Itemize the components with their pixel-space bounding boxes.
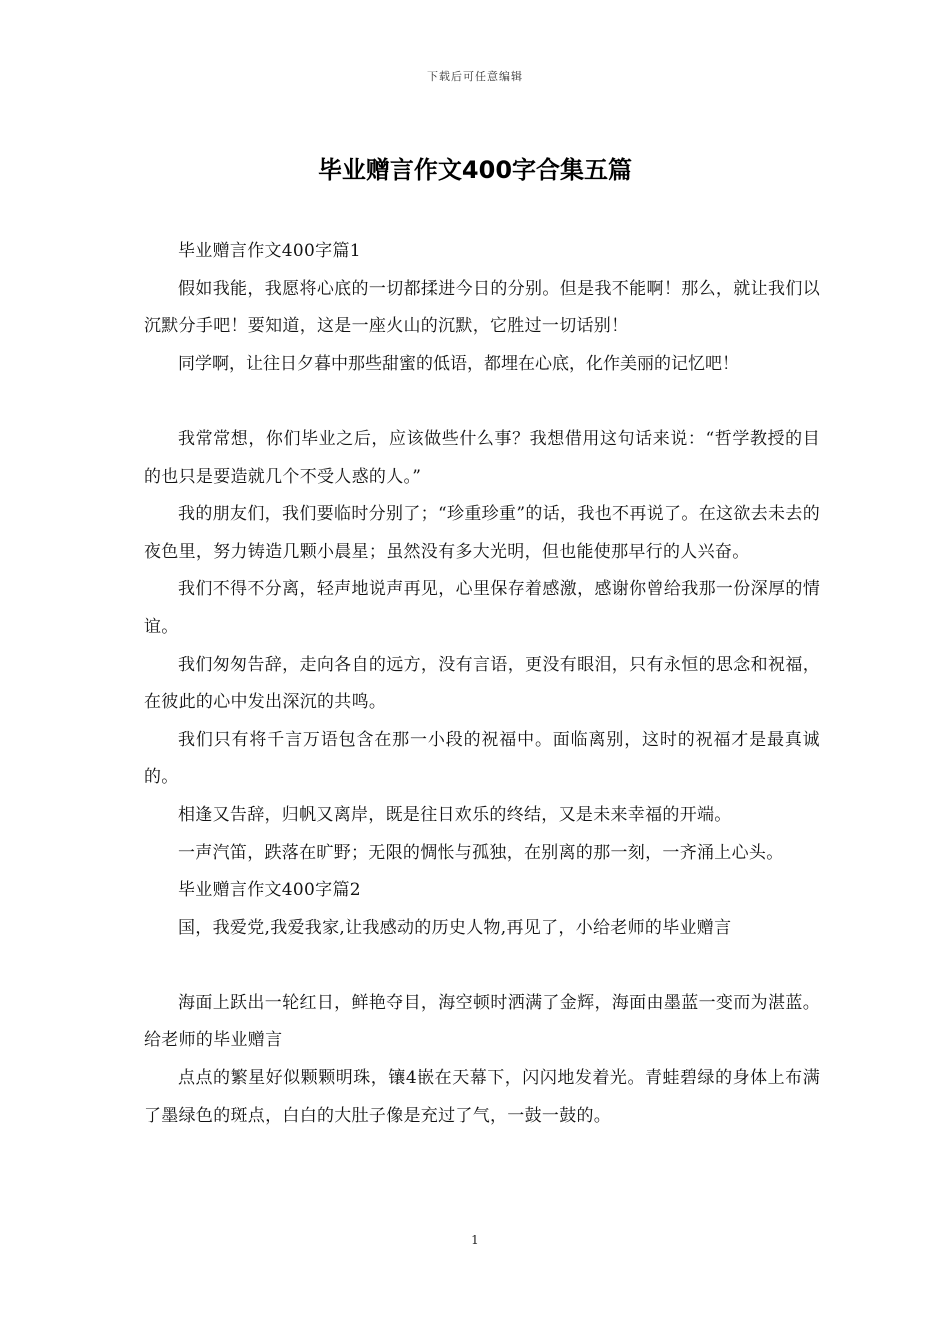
paragraph: 同学啊，让往日夕暮中那些甜蜜的低语，都埋在心底，化作美丽的记忆吧！ [178,353,739,374]
document-body [144,233,820,1135]
page-number: 1 [471,1233,479,1247]
paragraph: 国，我爱党,我爱我家,让我感动的历史人物,再见了，小给老师的毕业赠言 [178,917,732,938]
document-title: 毕业赠言作文400字合集五篇 [317,156,633,184]
paragraph: 我常常想，你们毕业之后，应该做些什么事？我想借用这句话来说：“哲学教授的目的也只是要造就几个不受人惑的人。” [144,428,820,487]
header-note: 下载后可任意编辑 [427,70,523,83]
paragraph: 相逢又告辞，归帆又离岸，既是往日欢乐的终结，又是未来幸福的开端。 [178,804,732,825]
blank-line [144,947,820,985]
paragraph: 我的朋友们，我们要临时分别了；“珍重珍重”的话，我也不再说了。在这欲去未去的夜色里，努力铸造几颗小晨星；虽然没有多大光明，但也能使那早行的人兴奋。 [144,504,820,562]
paragraph: 我们只有将千言万语包含在那一小段的祝福中。面临离别，这时的祝福才是最真诚的。 [144,729,820,788]
paragraph: 我们匆匆告辞，走向各自的远方，没有言语，更没有眼泪，只有永恒的思念和祝福，在彼此的心中发出深沉的共鸣。 [144,654,820,713]
paragraph: 我们不得不分离，轻声地说声再见，心里保存着感激，感谢你曾给我那一份深厚的情谊。 [144,579,820,637]
paragraph: 点点的繁星好似颗颗明珠，镶4嵌在天幕下，闪闪地发着光。青蛙碧绿的身体上布满了墨绿色的斑点，白白的大肚子像是充过了气，一鼓一鼓的。 [144,1068,820,1126]
paragraph: 海面上跃出一轮红日，鲜艳夺目，海空顿时洒满了金辉，海面由墨蓝一变而为湛蓝。给老师的毕业赠言 [144,992,820,1051]
section-heading-1: 毕业赠言作文400字篇1 [178,241,361,261]
blank-line [144,383,820,421]
paragraph: 假如我能，我愿将心底的一切都揉进今日的分别。但是我不能啊！那么，就让我们以沉默分手吧！要知道，这是一座火山的沉默，它胜过一切话别！ [144,278,820,337]
paragraph: 一声汽笛，跌落在旷野；无限的惆怅与孤独，在别离的那一刻，一齐涌上心头。 [178,842,784,863]
section-heading-2: 毕业赠言作文400字篇2 [178,880,361,901]
